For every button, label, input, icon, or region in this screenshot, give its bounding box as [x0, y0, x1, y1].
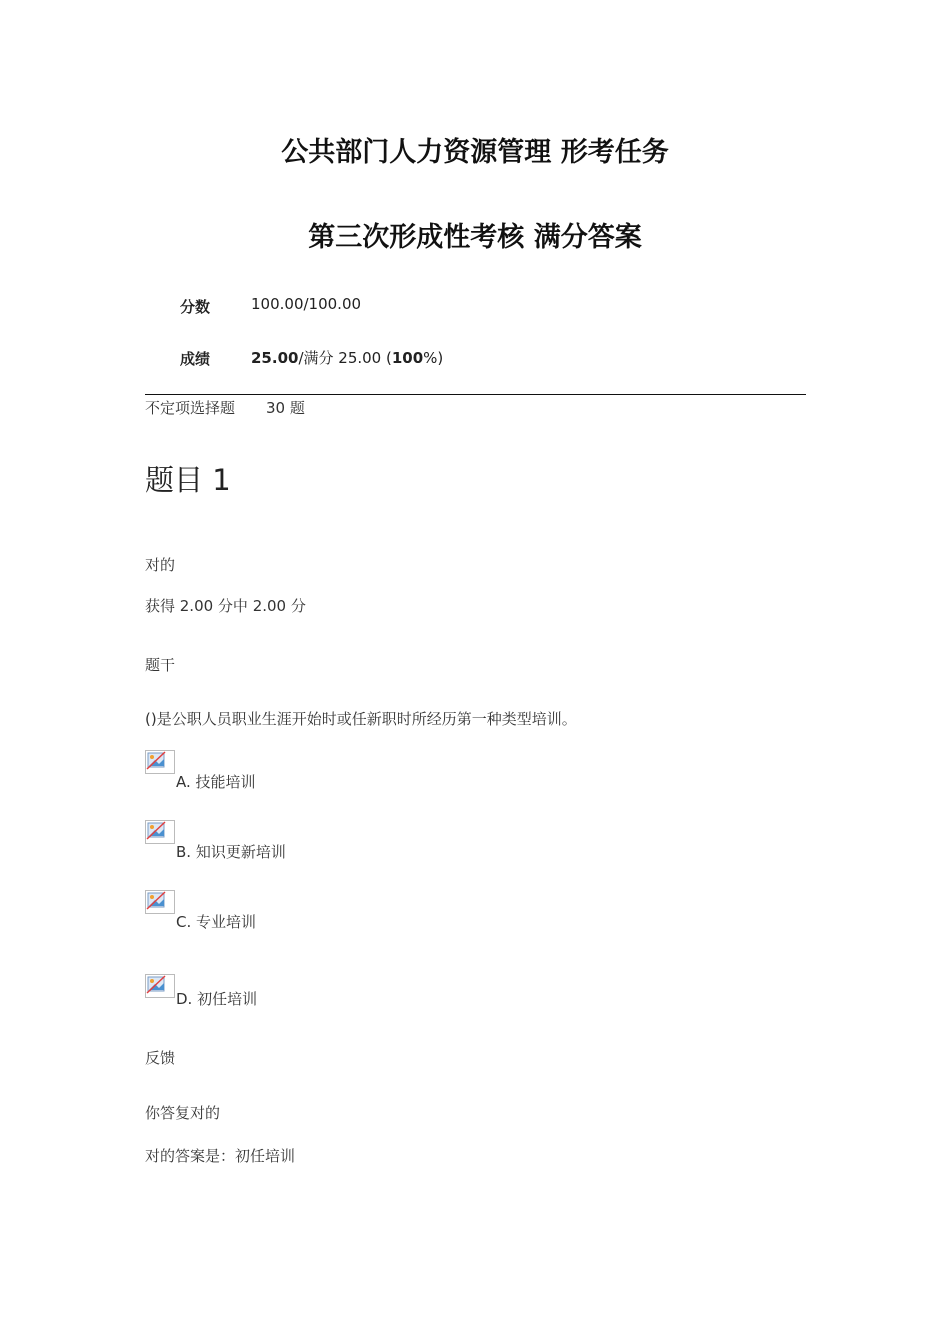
doc-title-line2: 第三次形成性考核 满分答案 — [308, 222, 642, 253]
score-value: 100.00/100.00 — [251, 295, 362, 313]
divider — [145, 394, 806, 395]
broken-image-icon[interactable] — [145, 974, 175, 998]
question-points: 获得 2.00 分中 2.00 分 — [145, 597, 306, 615]
section-type: 不定项选择题 — [145, 399, 236, 417]
option-a-label[interactable]: A. 技能培训 — [176, 773, 256, 791]
option-d-label[interactable]: D. 初任培训 — [176, 990, 258, 1008]
grade-max: /满分 25.00 ( — [298, 349, 392, 367]
grade-percent: 100 — [391, 349, 424, 367]
broken-image-icon[interactable] — [145, 890, 175, 914]
correct-answer: 对的答案是：初任培训 — [145, 1147, 296, 1165]
grade-value — [251, 347, 443, 368]
feedback-label: 反馈 — [145, 1049, 176, 1067]
broken-image-icon[interactable] — [145, 820, 175, 844]
question-stem: ()是公职人员职业生涯开始时或任新职时所经历第一种类型培训。 — [145, 710, 577, 728]
question-status: 对的 — [145, 556, 176, 574]
feedback-text: 你答复对的 — [145, 1104, 221, 1122]
doc-title-line1: 公共部门人力资源管理 形考任务 — [281, 137, 669, 168]
grade-label: 成绩 — [180, 350, 211, 368]
option-b-label[interactable]: B. 知识更新培训 — [176, 843, 286, 861]
grade-percent-suffix: %) — [423, 349, 444, 367]
option-c-label[interactable]: C. 专业培训 — [176, 913, 257, 931]
broken-image-icon[interactable] — [145, 750, 175, 774]
question-heading: 题目 1 — [145, 463, 231, 497]
score-label: 分数 — [180, 298, 211, 316]
stem-label: 题干 — [145, 656, 176, 674]
section-count: 30 题 — [266, 399, 305, 417]
grade-points: 25.00 — [251, 349, 299, 367]
